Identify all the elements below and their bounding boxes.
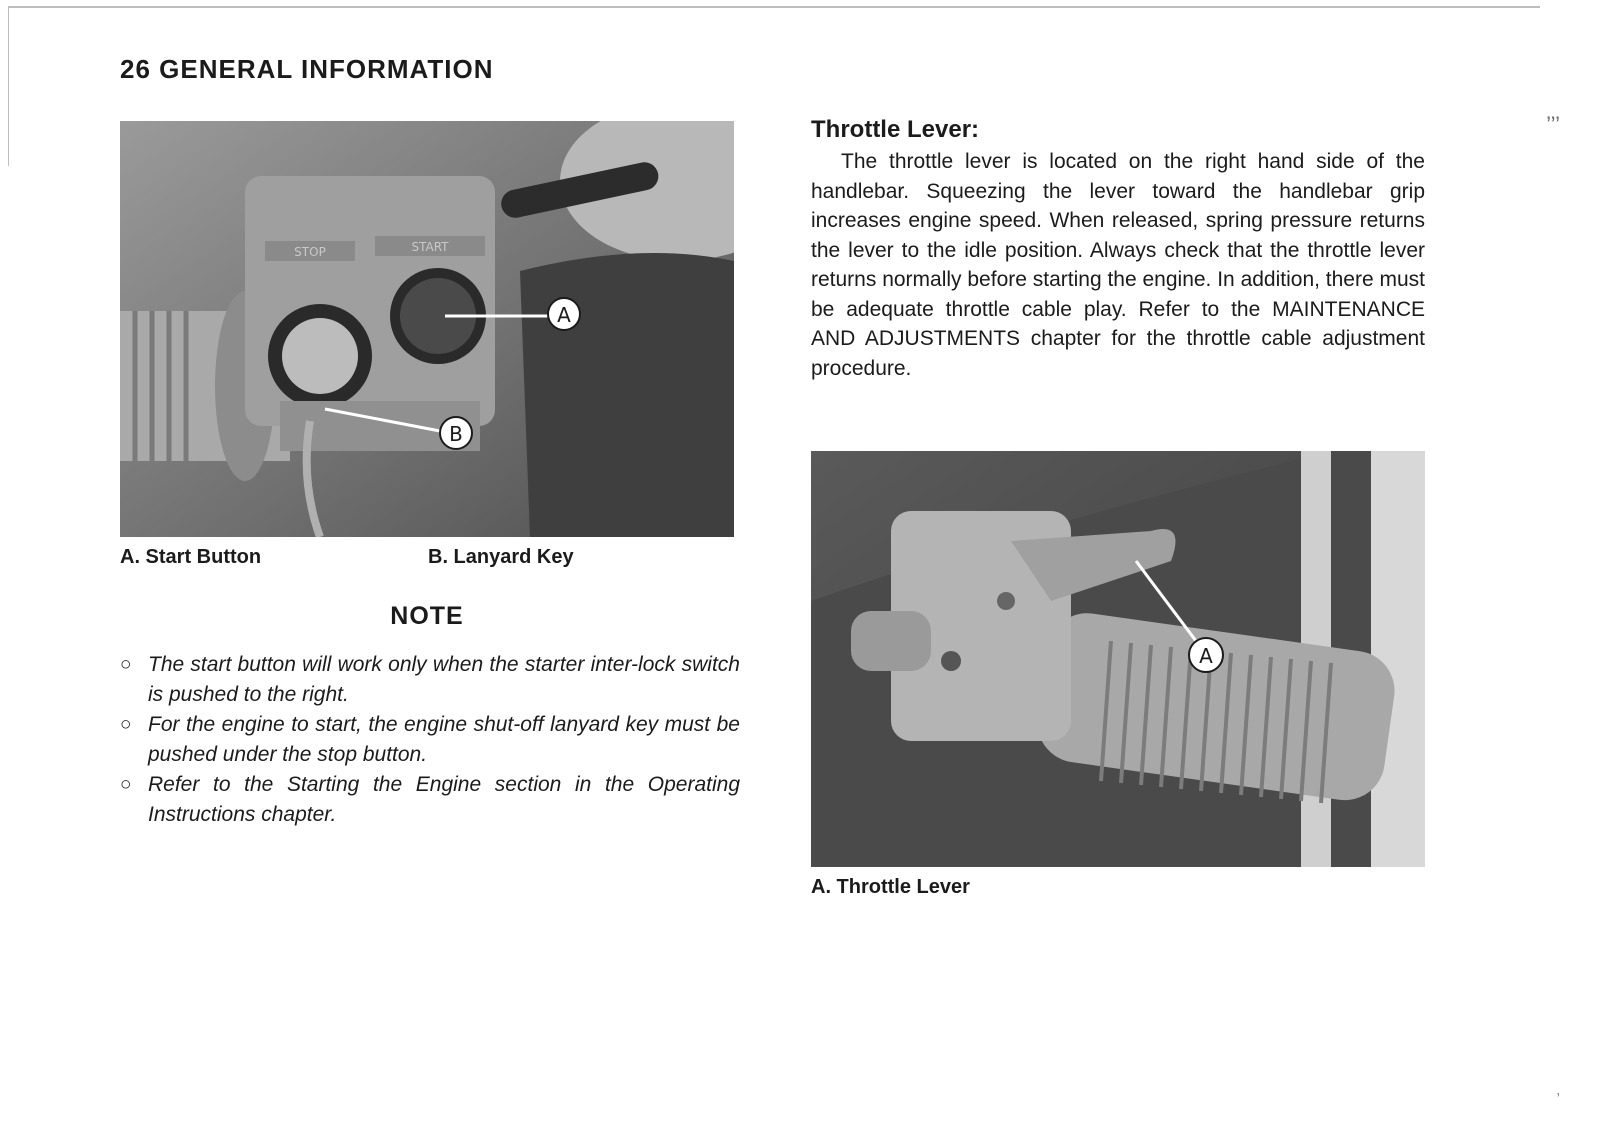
caption-throttle-lever: A. Throttle Lever <box>811 876 970 898</box>
page-title: 26 GENERAL INFORMATION <box>120 54 494 84</box>
note-text: Refer to the Starting the Engine section in the Operating Instructions chapter. <box>148 773 740 826</box>
start-button-photo <box>120 121 734 537</box>
throttle-lever-photo <box>811 451 1425 867</box>
throttle-section-title: Throttle Lever: <box>811 116 980 143</box>
note-item <box>120 710 740 770</box>
scan-margin-mark: ’’’ <box>1546 112 1560 137</box>
throttle-body-text: The throttle lever is located on the right hand side of the handlebar. Squeezing the lever toward the handlebar grip increases engine speed. When released, spring pressure returns the lever to the idle position. Always check that the throttle lever returns normally before starting the engine. In addition, there must be adequate throttle cable play. Refer to the MAINTENANCE AND ADJUSTMENTS chapter for the throttle cable adjustment procedure. <box>811 150 1426 380</box>
stop-switch-label: STOP <box>294 245 326 259</box>
callout-a-label: A <box>1199 644 1213 668</box>
note-item <box>120 650 740 710</box>
note-bullet: ○ <box>120 654 132 675</box>
start-switch-label: START <box>411 240 449 254</box>
top-scan-rule <box>8 6 1540 8</box>
caption-start-button: A. Start Button <box>120 546 262 568</box>
note-text: For the engine to start, the engine shut-off lanyard key must be pushed under the stop button. <box>148 713 740 766</box>
note-list <box>120 650 740 830</box>
note-bullet: ○ <box>120 774 132 795</box>
caption-lanyard-key: B. Lanyard Key <box>428 546 574 568</box>
note-text: The start button will work only when the starter inter-lock switch is pushed to the right. <box>148 653 740 706</box>
note-bullet: ○ <box>120 714 132 735</box>
note-heading: NOTE <box>390 602 464 630</box>
callout-b-label: B <box>449 422 463 446</box>
callout-a-label: A <box>557 303 571 327</box>
note-item <box>120 770 740 830</box>
left-scan-rule <box>8 6 9 166</box>
scan-corner-mark: ’ <box>1556 1091 1560 1108</box>
